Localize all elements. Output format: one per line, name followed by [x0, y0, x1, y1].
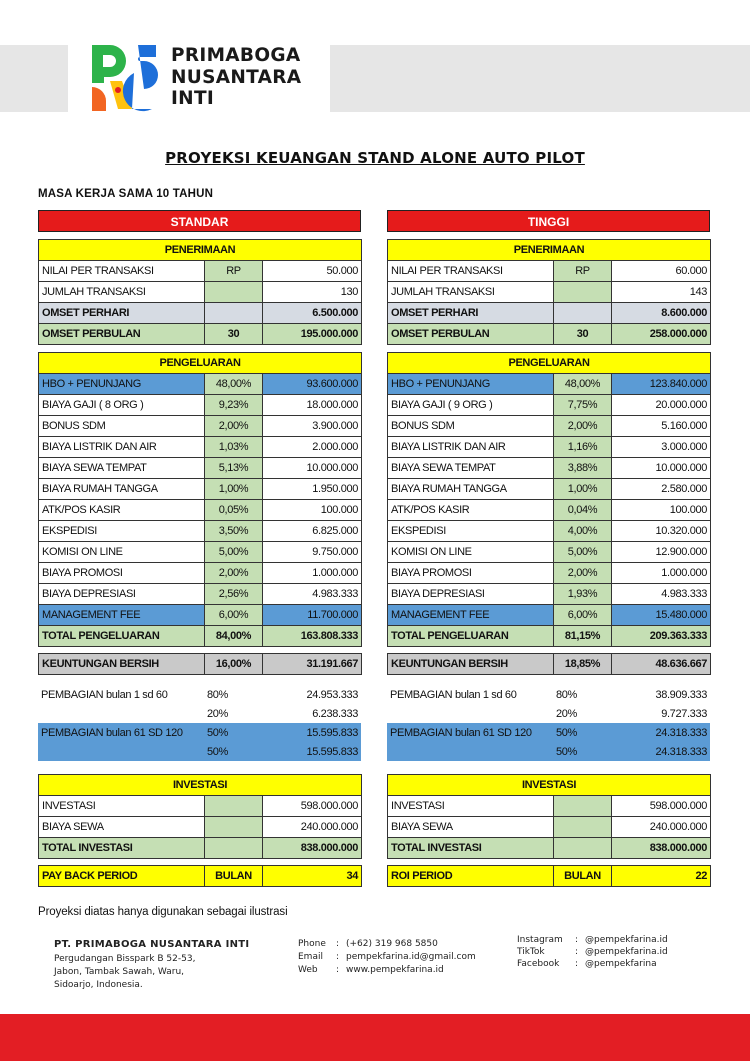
table-row: [388, 479, 711, 500]
pembagian-pct: 20%: [207, 707, 228, 720]
investasi-table: [387, 774, 711, 859]
row-label: BIAYA GAJI ( 9 ORG ): [388, 395, 554, 416]
total-pct: 81,15%: [554, 626, 612, 647]
row-value: 93.600.000: [263, 374, 362, 395]
social-value: @pempekfarina.id: [585, 947, 668, 957]
row-value: 100.000: [263, 500, 362, 521]
penerimaan-table: [38, 239, 362, 345]
row-label: MANAGEMENT FEE: [388, 605, 554, 626]
row-value: 3.000.000: [612, 437, 711, 458]
social-key: TikTok: [517, 947, 545, 957]
footer-socials: [517, 934, 668, 970]
row-label: BIAYA LISTRIK DAN AIR: [39, 437, 205, 458]
row-value: 9.750.000: [263, 542, 362, 563]
row-label: BIAYA SEWA: [39, 817, 205, 838]
contact-phone: [298, 938, 476, 951]
row-pct: 0,05%: [205, 500, 263, 521]
row-label: BIAYA PROMOSI: [39, 563, 205, 584]
row-mid: 30: [205, 324, 263, 345]
row-value: 1.000.000: [612, 563, 711, 584]
row-mid: [554, 282, 612, 303]
pembagian-value: 24.318.333: [611, 723, 710, 742]
table-row: [39, 261, 362, 282]
contact-value: (+62) 319 968 5850: [346, 939, 438, 949]
total-row: [39, 838, 362, 859]
row-pct: 5,00%: [205, 542, 263, 563]
row-pct: 6,00%: [554, 605, 612, 626]
row-value: 3.900.000: [263, 416, 362, 437]
contact-value: pempekfarina.id@gmail.com: [346, 952, 476, 962]
row-mid: 30: [554, 324, 612, 345]
row-value: 5.160.000: [612, 416, 711, 437]
row-label: BIAYA RUMAH TANGGA: [39, 479, 205, 500]
social-sep: :: [575, 959, 579, 969]
header-band-right: [330, 45, 750, 112]
row-value: 10.000.000: [263, 458, 362, 479]
contact-key: Web: [298, 965, 318, 975]
contact-key: Phone: [298, 939, 326, 949]
row-label: ATK/POS KASIR: [39, 500, 205, 521]
row-pct: 5,13%: [205, 458, 263, 479]
row-label: HBO + PENUNJANG: [39, 374, 205, 395]
row-pct: 1,00%: [205, 479, 263, 500]
pembagian-value: 24.318.333: [611, 742, 710, 761]
row-value: 18.000.000: [263, 395, 362, 416]
pembagian-row: [38, 704, 361, 723]
pembagian-pct: 20%: [556, 707, 577, 720]
row-value: 4.983.333: [263, 584, 362, 605]
row-value: 100.000: [612, 500, 711, 521]
row-mid: [205, 303, 263, 324]
table-row: [39, 282, 362, 303]
total-label: TOTAL PENGELUARAN: [388, 626, 554, 647]
row-pct: 6,00%: [205, 605, 263, 626]
period-label: ROI PERIOD: [388, 866, 554, 887]
row-label: BIAYA SEWA TEMPAT: [39, 458, 205, 479]
row-label: EKSPEDISI: [388, 521, 554, 542]
table-row: [39, 395, 362, 416]
pembagian-pct: 80%: [207, 688, 228, 701]
pembagian-value: 38.909.333: [655, 688, 707, 701]
row-label: OMSET PERHARI: [39, 303, 205, 324]
row-label: BIAYA SEWA TEMPAT: [388, 458, 554, 479]
total-value: 163.808.333: [263, 626, 362, 647]
row-value: 20.000.000: [612, 395, 711, 416]
row-value: 10.320.000: [612, 521, 711, 542]
row-pct: 3,50%: [205, 521, 263, 542]
row-label: BIAYA PROMOSI: [388, 563, 554, 584]
pembagian-pct: 50%: [553, 742, 611, 761]
table-row: [39, 479, 362, 500]
pembagian-pct: 50%: [204, 742, 262, 761]
pembagian-row: [387, 742, 710, 761]
table-row: [39, 584, 362, 605]
row-mid: RP: [554, 261, 612, 282]
row-value: 258.000.000: [612, 324, 711, 345]
total-row: [39, 626, 362, 647]
period-table: [38, 865, 362, 887]
pembagian-label: PEMBAGIAN bulan 1 sd 60: [41, 688, 168, 701]
table-row: [39, 521, 362, 542]
pengeluaran-table: [38, 352, 362, 647]
table-row: [39, 374, 362, 395]
footer-company: [54, 938, 249, 992]
total-row: [388, 626, 711, 647]
pembagian-row: [387, 685, 710, 704]
row-value: 2.580.000: [612, 479, 711, 500]
row-value: 8.600.000: [612, 303, 711, 324]
row-pct: 1,16%: [554, 437, 612, 458]
pembagian-row: [387, 723, 710, 742]
contact-value: www.pempekfarina.id: [346, 965, 444, 975]
table-row: [388, 437, 711, 458]
contact-sep: :: [336, 952, 340, 962]
column-label: TINGGI: [387, 210, 710, 232]
row-label: MANAGEMENT FEE: [39, 605, 205, 626]
row-label: JUMLAH TRANSAKSI: [388, 282, 554, 303]
row-value: 2.000.000: [263, 437, 362, 458]
social-instagram: [517, 934, 668, 946]
row-label: BIAYA DEPRESIASI: [388, 584, 554, 605]
period-table: [387, 865, 711, 887]
row-value: 1.000.000: [263, 563, 362, 584]
social-tiktok: [517, 946, 668, 958]
row-mid: [205, 282, 263, 303]
row-pct: 3,88%: [554, 458, 612, 479]
row-label: HBO + PENUNJANG: [388, 374, 554, 395]
row-pct: 0,04%: [554, 500, 612, 521]
table-row: [388, 521, 711, 542]
pembagian-row: [387, 704, 710, 723]
table-row: [388, 605, 711, 626]
pembagian-row: [38, 723, 361, 742]
table-row: [39, 324, 362, 345]
keuntungan-pct: 18,85%: [554, 654, 612, 675]
row-value: 6.500.000: [263, 303, 362, 324]
row-value: 15.480.000: [612, 605, 711, 626]
brand-name-line-1: PRIMABOGA: [171, 45, 301, 66]
row-label: KOMISI ON LINE: [388, 542, 554, 563]
row-pct: 5,00%: [554, 542, 612, 563]
row-label: NILAI PER TRANSAKSI: [388, 261, 554, 282]
social-value: @pempekfarina.id: [585, 935, 668, 945]
total-row: [388, 838, 711, 859]
row-label: BONUS SDM: [388, 416, 554, 437]
row-pct: 1,93%: [554, 584, 612, 605]
keuntungan-pct: 16,00%: [205, 654, 263, 675]
row-label: NILAI PER TRANSAKSI: [39, 261, 205, 282]
table-row: [39, 605, 362, 626]
pembagian-value: 6.238.333: [312, 707, 358, 720]
row-pct: 48,00%: [205, 374, 263, 395]
period-value: 34: [263, 866, 362, 887]
row-value: 240.000.000: [263, 817, 362, 838]
table-row: [39, 796, 362, 817]
row-value: 11.700.000: [263, 605, 362, 626]
period-unit: BULAN: [205, 866, 263, 887]
row-mid: [554, 303, 612, 324]
table-row: [39, 416, 362, 437]
investasi-header: INVESTASI: [388, 775, 711, 796]
penerimaan-table: [387, 239, 711, 345]
table-row: [388, 416, 711, 437]
illustration-note: Proyeksi diatas hanya digunakan sebagai ilustrasi: [38, 906, 288, 918]
row-label: BIAYA LISTRIK DAN AIR: [388, 437, 554, 458]
keuntungan-value: 31.191.667: [263, 654, 362, 675]
row-pct: 2,00%: [205, 416, 263, 437]
masa-kerja-label: MASA KERJA SAMA 10 TAHUN: [38, 188, 214, 200]
row-value: 240.000.000: [612, 817, 711, 838]
table-row: [39, 817, 362, 838]
table-row: [39, 303, 362, 324]
row-value: 598.000.000: [612, 796, 711, 817]
investasi-header: INVESTASI: [39, 775, 362, 796]
pembagian-row: [38, 685, 361, 704]
row-pct: 7,75%: [554, 395, 612, 416]
keuntungan-value: 48.636.667: [612, 654, 711, 675]
total-label: TOTAL PENGELUARAN: [39, 626, 205, 647]
period-label: PAY BACK PERIOD: [39, 866, 205, 887]
row-value: 10.000.000: [612, 458, 711, 479]
table-row: [39, 500, 362, 521]
document-title: PROYEKSI KEUANGAN STAND ALONE AUTO PILOT: [165, 149, 585, 167]
pembagian-table: [387, 685, 710, 761]
period-unit: BULAN: [554, 866, 612, 887]
pembagian-label: [387, 742, 553, 761]
address-line: Pergudangan Bisspark B 52-53,: [54, 954, 196, 964]
row-pct: 2,00%: [205, 563, 263, 584]
row-pct: 9,23%: [205, 395, 263, 416]
pembagian-label: [387, 704, 553, 723]
footer-red-bar: [0, 1014, 750, 1061]
footer-contacts: [298, 938, 476, 977]
table-row: [39, 458, 362, 479]
row-value: 195.000.000: [263, 324, 362, 345]
pembagian-label: [38, 742, 204, 761]
brand-name: [171, 45, 301, 110]
row-pct: 48,00%: [554, 374, 612, 395]
row-label: EKSPEDISI: [39, 521, 205, 542]
pembagian-value: 15.595.833: [262, 742, 361, 761]
keuntungan-table: [387, 653, 711, 675]
row-label: ATK/POS KASIR: [388, 500, 554, 521]
period-value: 22: [612, 866, 711, 887]
pembagian-value: 24.953.333: [306, 688, 358, 701]
row-value: 123.840.000: [612, 374, 711, 395]
contact-web: [298, 964, 476, 977]
investasi-table: [38, 774, 362, 859]
table-row: [388, 303, 711, 324]
total-label: TOTAL INVESTASI: [388, 838, 554, 859]
contact-key: Email: [298, 952, 323, 962]
row-label: BONUS SDM: [39, 416, 205, 437]
pengeluaran-header: PENGELUARAN: [388, 353, 711, 374]
row-pct: 2,56%: [205, 584, 263, 605]
table-row: [39, 542, 362, 563]
row-label: BIAYA RUMAH TANGGA: [388, 479, 554, 500]
keuntungan-label: KEUNTUNGAN BERSIH: [39, 654, 205, 675]
row-pct: 2,00%: [554, 416, 612, 437]
row-label: KOMISI ON LINE: [39, 542, 205, 563]
row-pct: 1,00%: [554, 479, 612, 500]
contact-email: [298, 951, 476, 964]
primaboga-logo-icon: [88, 43, 160, 113]
contact-sep: :: [336, 939, 340, 949]
table-row: [388, 584, 711, 605]
table-row: [388, 563, 711, 584]
row-value: 143: [612, 282, 711, 303]
total-label: TOTAL INVESTASI: [39, 838, 205, 859]
row-value: 6.825.000: [263, 521, 362, 542]
social-facebook: [517, 958, 668, 970]
total-value: 209.363.333: [612, 626, 711, 647]
table-row: [39, 437, 362, 458]
row-mid: RP: [205, 261, 263, 282]
row-label: OMSET PERHARI: [388, 303, 554, 324]
table-row: [388, 542, 711, 563]
row-pct: 1,03%: [205, 437, 263, 458]
address-line: Jabon, Tambak Sawah, Waru,: [54, 967, 185, 977]
pembagian-label: [38, 704, 204, 723]
row-value: 12.900.000: [612, 542, 711, 563]
social-key: Facebook: [517, 959, 560, 969]
address-line: Sidoarjo, Indonesia.: [54, 980, 143, 990]
pembagian-pct: 50%: [553, 723, 611, 742]
social-sep: :: [575, 947, 579, 957]
total-value: 838.000.000: [263, 838, 362, 859]
table-row: [388, 324, 711, 345]
row-label: JUMLAH TRANSAKSI: [39, 282, 205, 303]
pembagian-pct: 80%: [556, 688, 577, 701]
header-band-left: [0, 45, 68, 112]
table-row: [388, 261, 711, 282]
pembagian-label: PEMBAGIAN bulan 1 sd 60: [390, 688, 517, 701]
keuntungan-table: [38, 653, 362, 675]
row-label: INVESTASI: [388, 796, 554, 817]
penerimaan-header: PENERIMAAN: [39, 240, 362, 261]
row-value: 1.950.000: [263, 479, 362, 500]
keuntungan-label: KEUNTUNGAN BERSIH: [388, 654, 554, 675]
penerimaan-header: PENERIMAAN: [388, 240, 711, 261]
row-label: OMSET PERBULAN: [388, 324, 554, 345]
brand-name-line-2: NUSANTARA: [171, 66, 302, 88]
row-pct: 2,00%: [554, 563, 612, 584]
pembagian-label: PEMBAGIAN bulan 61 SD 120: [387, 723, 553, 742]
social-value: @pempekfarina: [585, 959, 657, 969]
row-value: 130: [263, 282, 362, 303]
table-row: [388, 796, 711, 817]
pembagian-pct: 50%: [204, 723, 262, 742]
table-row: [39, 563, 362, 584]
total-pct: 84,00%: [205, 626, 263, 647]
row-value: 60.000: [612, 261, 711, 282]
pengeluaran-table: [387, 352, 711, 647]
pembagian-value: 15.595.833: [262, 723, 361, 742]
table-row: [388, 458, 711, 479]
row-pct: 4,00%: [554, 521, 612, 542]
row-label: BIAYA DEPRESIASI: [39, 584, 205, 605]
row-label: INVESTASI: [39, 796, 205, 817]
table-row: [388, 395, 711, 416]
company-name: PT. PRIMABOGA NUSANTARA INTI: [54, 939, 250, 950]
pembagian-table: [38, 685, 361, 761]
table-row: [388, 282, 711, 303]
row-value: 4.983.333: [612, 584, 711, 605]
total-value: 838.000.000: [612, 838, 711, 859]
pembagian-value: 9.727.333: [661, 707, 707, 720]
contact-sep: :: [336, 965, 340, 975]
table-row: [388, 374, 711, 395]
row-label: BIAYA SEWA: [388, 817, 554, 838]
brand-logo: [85, 42, 325, 114]
row-value: 598.000.000: [263, 796, 362, 817]
brand-name-line-3: INTI: [171, 88, 215, 109]
row-value: 50.000: [263, 261, 362, 282]
social-key: Instagram: [517, 935, 563, 945]
row-label: BIAYA GAJI ( 8 ORG ): [39, 395, 205, 416]
row-label: OMSET PERBULAN: [39, 324, 205, 345]
pembagian-label: PEMBAGIAN bulan 61 SD 120: [38, 723, 204, 742]
table-row: [388, 500, 711, 521]
pembagian-row: [38, 742, 361, 761]
social-sep: :: [575, 935, 579, 945]
column-label: STANDAR: [38, 210, 361, 232]
pengeluaran-header: PENGELUARAN: [39, 353, 362, 374]
table-row: [388, 817, 711, 838]
